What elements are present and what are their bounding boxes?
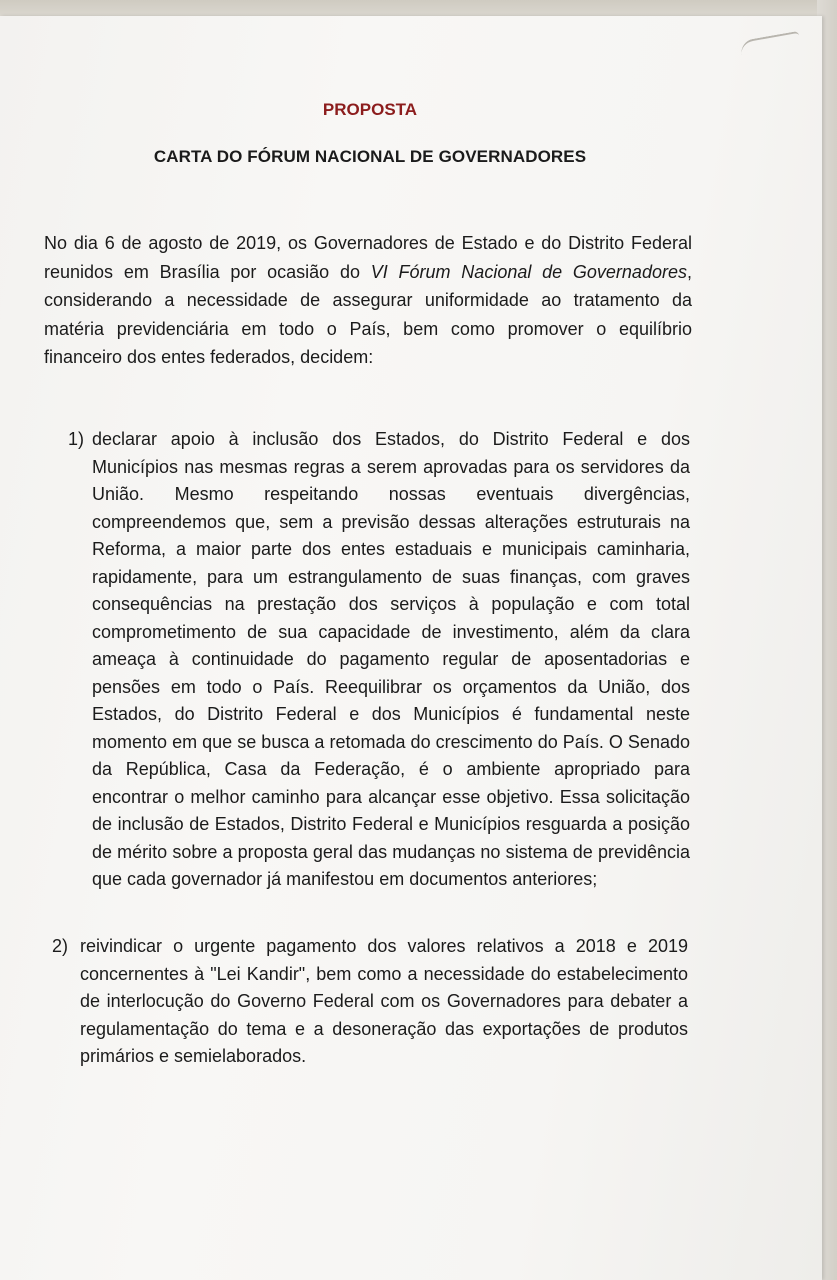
item-text-1: declarar apoio à inclusão dos Estados, do Distrito Federal e dos Municípios nas mesmas regras a serem aprovadas para os servidores da União. Mesmo respeitando nossas eventuais divergências, compreendemos que, sem a previsão dessas alterações estruturais na Reforma, a maior parte dos entes estaduais e municipais caminharia, rapidamente, para um estrangulamento de suas finanças, com graves consequências na prestação dos serviços à população e com total comprometimento de sua capacidade de investimento, além da clara ameaça à continuidade do pagamento regular de aposentadorias e pensões em todo o País. Reequilibrar os orçamentos da União, dos Estados, do Distrito Federal e dos Municípios é fundamental neste momento em que se busca a retomada do crescimento do País. O Senado da República, Casa da Federação, é o ambiente apropriado para encontrar o melhor caminho para alcançar esse objetivo. Essa solicitação de inclusão de Estados, Distrito Federal e Municípios resguarda a posição de mérito sobre a proposta geral das mudanças no sistema de previdência que cada governador já manifestou em documentos anteriores; [92, 429, 690, 889]
item-text-2: reivindicar o urgente pagamento dos valores relativos a 2018 e 2019 concernentes à "Lei Kandir", bem como a necessidade do estabelecimento de interlocução do Governo Federal com os Governadores para debater a regulamentação do tema e a desoneração das exportações de produtos primários e semielaborados. [80, 936, 688, 1066]
item-number-2: 2) [52, 936, 69, 956]
intro-paragraph [44, 229, 692, 372]
document-kicker: PROPOSTA [322, 100, 418, 119]
paper-corner-curl [739, 31, 801, 55]
item-number-1: 1) [68, 429, 85, 449]
intro-text-after: , considerando a necessidade de assegurar uniformidade ao tratamento da matéria previdenciária em todo o País, bem como promover o equilíbrio financeiro dos entes federados, decidem: [44, 261, 692, 368]
document-title: CARTA DO FÓRUM NACIONAL DE GOVERNADORES [153, 147, 587, 166]
forum-name: VI Fórum Nacional de Governadores [370, 261, 687, 282]
intro-text-before: No dia 6 de agosto de 2019, os Governadores de Estado e do Distrito Federal reunidos em Brasília por ocasião do [44, 233, 692, 282]
paper-sheet [0, 16, 822, 1280]
